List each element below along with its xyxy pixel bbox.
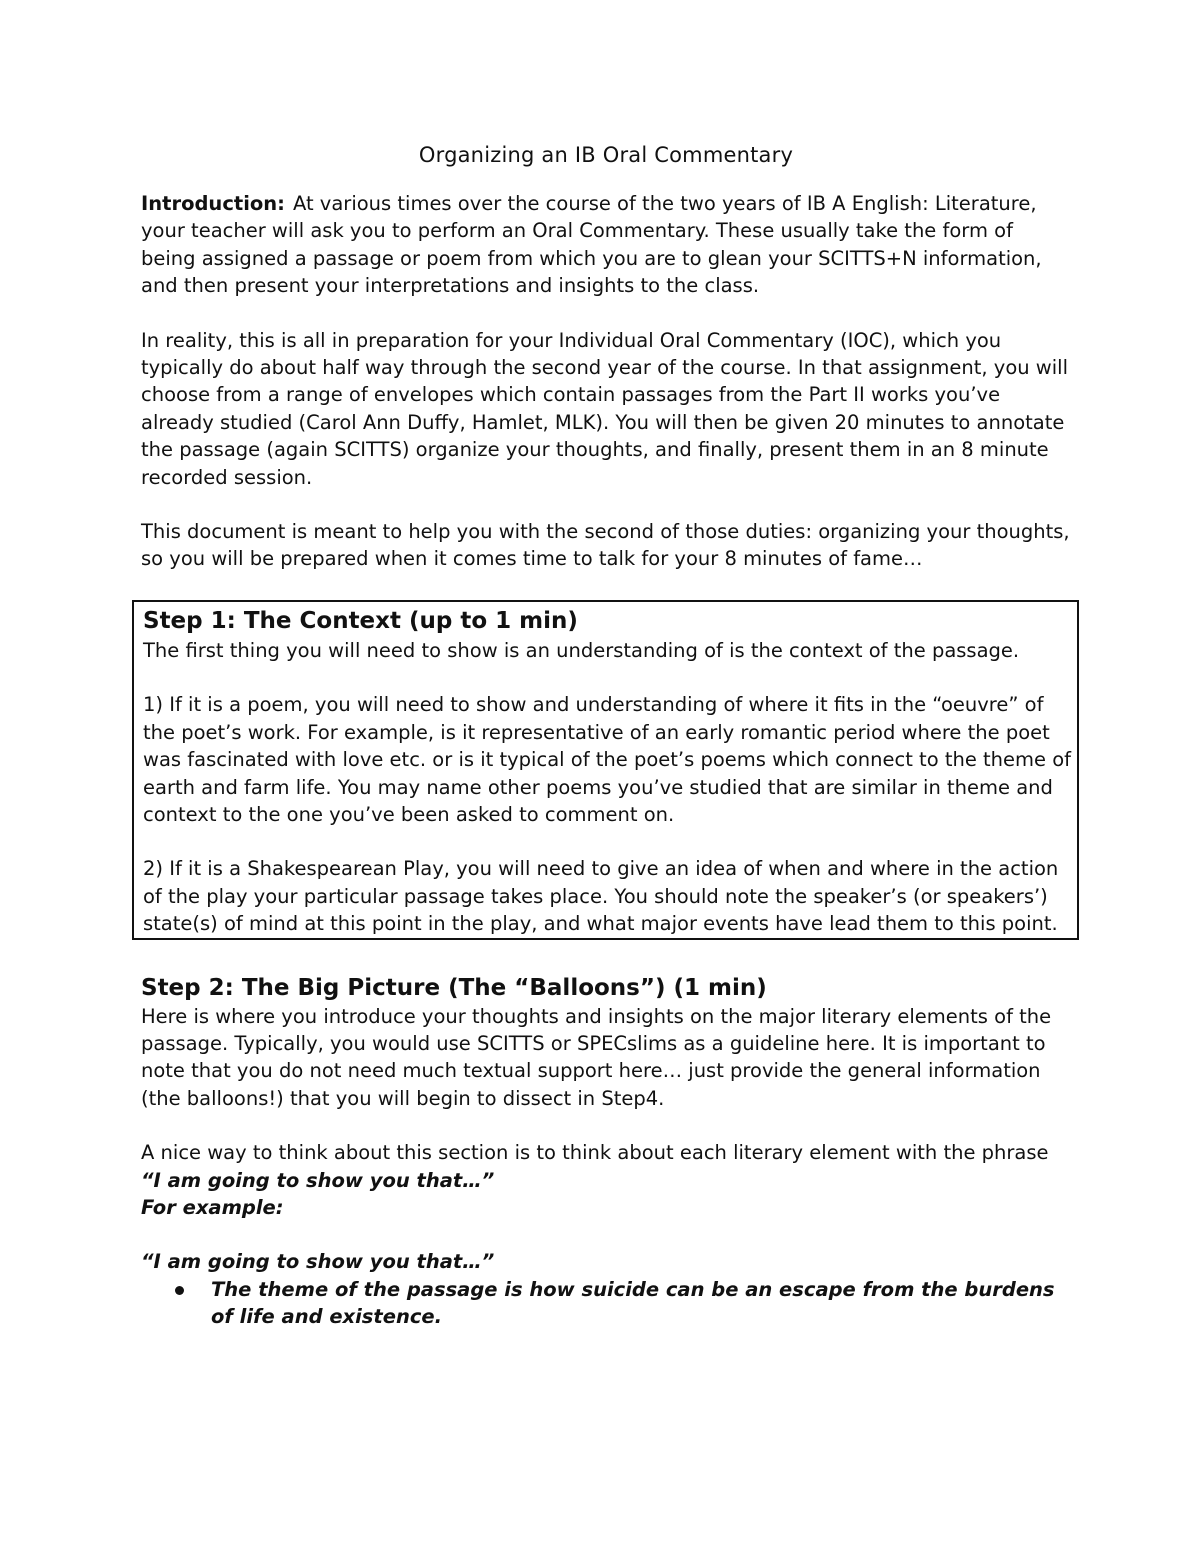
step1-point-poem: 1) If it is a poem, you will need to show and understanding of where it fits in the “oeuvre” of the poet’s work. For example, is it representative of an early romantic period where the poet was fascinated with love etc. or is it typical of the poet’s poems which connect to the theme of earth and farm life. You may name other poems you’ve studied that are similar in theme and context to the one you’ve been asked to comment on. bbox=[143, 693, 1072, 826]
bullet-text: The theme of the passage is how suicide can be an escape from the burdens of life and existence. bbox=[211, 1277, 1055, 1329]
example-bullet-list bbox=[141, 1276, 1071, 1331]
list-item bbox=[211, 1276, 1071, 1331]
intro-paragraph bbox=[141, 190, 1071, 300]
step2-heading: Step 2: The Big Picture (The “Balloons”) (1 min) bbox=[141, 974, 767, 1001]
intro-text: At various times over the course of the two years of IB A English: Literature, your teacher will ask you to perform an Oral Commentary. These usually take the form of being assigned a passage or poem from which you are to glean your SCITTS+N information, and then present your interpretations and insights to the class. bbox=[141, 192, 1042, 298]
body-paragraph-purpose: This document is meant to help you with the second of those duties: organizing your thoughts, so you will be prepared when it comes time to talk for your 8 minutes of fame… bbox=[141, 520, 1070, 571]
spacer bbox=[141, 1221, 1071, 1248]
step2-phrase: “I am going to show you that…” bbox=[141, 1168, 495, 1192]
body-paragraph-reality: In reality, this is all in preparation for your Individual Oral Commentary (IOC), which you typically do about half way through the second year of the course. In that assignment, you will choose from a range of envelopes which contain passages from the Part II works you’ve already studied (Carol Ann Duffy, Hamlet, MLK). You will then be given 20 minutes to annotate the passage (again SCITTS) organize your thoughts, and finally, present them in an 8 minute recorded session. bbox=[141, 328, 1069, 489]
step2-phrase-intro: A nice way to think about this section is to think about each literary element with the phrase bbox=[141, 1141, 1049, 1165]
intro-label: Introduction: bbox=[141, 192, 285, 215]
step2-text: Here is where you introduce your thoughts and insights on the major literary elements of the passage. Typically, you would use SCITTS or SPECslims as a guideline here. It is important to note that you do not need much textual support here… just provide the general information (the balloons!) that you will begin to dissect in Step4. bbox=[141, 1004, 1052, 1110]
step1-heading: Step 1: The Context (up to 1 min) bbox=[143, 607, 578, 634]
step2-phrase-repeat: “I am going to show you that…” bbox=[141, 1250, 495, 1274]
step1-lead: The first thing you will need to show is an understanding of is the context of the passage. bbox=[143, 638, 1020, 662]
page-title: Organizing an IB Oral Commentary bbox=[418, 143, 794, 167]
bullet-icon bbox=[175, 1286, 184, 1295]
step1-point-play: 2) If it is a Shakespearean Play, you will need to give an idea of when and where in the action of the play your particular passage takes place. You should note the speaker’s (or speakers’) state(s) of mind at this point in the play, and what major events have lead them to this point. bbox=[143, 857, 1059, 936]
step1-box bbox=[132, 600, 1079, 940]
step2-example-label: For example: bbox=[141, 1195, 284, 1219]
document-body bbox=[141, 140, 1071, 1331]
